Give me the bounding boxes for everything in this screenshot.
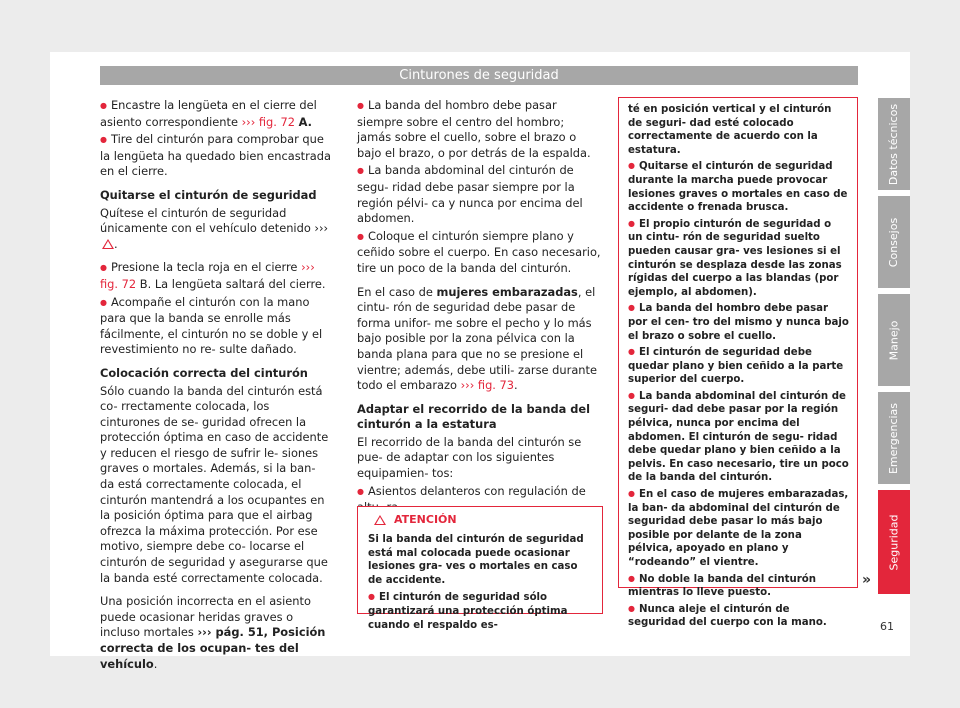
bullet-item: ● Acompañe el cinturón con la mano para que la banda se enrolle más fácilmente, el cinturón no se doble y el revestimiento no re- sulte dañado. [100, 295, 332, 358]
middle-column [357, 98, 601, 524]
warning-bullet: ● Quitarse el cinturón de seguridad durante la marcha puede provocar lesiones graves o mortales en caso de accidente o frenada brusca. [628, 160, 849, 214]
bullet-item: ● Coloque el cinturón siempre plano y ceñido sobre el cuerpo. En caso necesario, tire un poco de la banda del cinturón. [357, 229, 601, 277]
attention-bullet: ● El cinturón de seguridad sólo garantizará una protección óptima cuando el respaldo es- [368, 591, 592, 632]
tab-manejo[interactable]: Manejo [878, 294, 910, 386]
page-link[interactable]: ››› pág. 51, Posición correcta de los ocupan- tes del vehículo [100, 625, 326, 671]
subheading: Quitarse el cinturón de seguridad [100, 187, 317, 202]
attention-title: ATENCIÓN [394, 513, 457, 526]
paragraph: Una posición incorrecta en el asiento puede ocasionar heridas graves o incluso mortales ››› pág. 51, Posición correcta de los ocupan- tes del vehículo. [100, 594, 326, 671]
bullet-item: ● La banda abdominal del cinturón de segu- ridad debe pasar siempre por la región pélvi- ca y nunca por encima del abdomen. [357, 163, 601, 226]
paragraph: En el caso de mujeres embarazadas, el cintu- rón de seguridad debe pasar de forma unifor- me sobre el pecho y lo más bajo posible por la zona pélvica con la banda plana para que no se presione el vientre; además, debe utili- zarse durante todo el embarazo ››› fig. 73. [357, 284, 597, 393]
bullet-item: ● Encastre la lengüeta en el cierre del asiento correspondiente ››› fig. 72 A. [100, 98, 332, 130]
bullet-item: ● Tire del cinturón para comprobar que la lengüeta ha quedado bien encastrada en el cierre. [100, 132, 332, 180]
warning-icon [374, 515, 386, 525]
paragraph: Sólo cuando la banda del cinturón está co- rrectamente colocada, los cinturones de se- guridad ofrecen la protección óptima en caso de accidente y reducen el riesgo de sufrir le- siones graves o mortales. Además, si la ban- da está correctamente colocada, el cinturón mantendrá a los ocupantes en la posición óptima para que el airbag ofrezca la máxima protección. Por ese motivo, siempre debe co- locarse el cinturón de seguridad y asegurarse que la banda esté correctamente colocada. [100, 383, 329, 585]
attention-text: Si la banda del cinturón de seguridad está mal colocada puede ocasionar lesiones gra- ves o mortales en caso de accidente. [368, 534, 584, 586]
bullet-item: ● Asientos delanteros con regulación de [357, 484, 601, 516]
subheading: Adaptar el recorrido de la banda del cinturón a la estatura [357, 401, 591, 432]
warning-bullet: ● Nunca aleje el cinturón de seguridad del cuerpo con la mano. [628, 603, 849, 630]
warning-bullet: ● El propio cinturón de seguridad o un cintu- rón de seguridad suelto pueden causar gra- ves lesiones si el cinturón se desplaza desde las zonas rígidas del cuerpo a las blandas (por ejemplo, al abdomen). [628, 218, 849, 300]
attention-box [357, 506, 603, 631]
figure-link[interactable]: ››› fig. 72 [100, 260, 315, 291]
left-column [100, 98, 332, 680]
attention-header [358, 507, 602, 533]
section-header: Cinturones de seguridad [100, 66, 858, 85]
tab-seguridad[interactable]: Seguridad [878, 490, 910, 594]
figure-link[interactable]: ››› fig. 72 [241, 114, 296, 129]
warning-bullet: ● No doble la banda del cinturón mientras lo lleve puesto. [628, 573, 849, 600]
warning-icon [102, 239, 114, 249]
reference-arrow[interactable]: ››› [314, 221, 329, 236]
attention-body [358, 533, 602, 632]
bullet-item: ● Presione la tecla roja en el cierre ››› fig. 72 B. La lengüeta saltará del cierre. [100, 260, 332, 292]
page-number: 61 [880, 620, 894, 633]
warning-bullet: ● El cinturón de seguridad debe quedar plano y bien ceñido a la parte superior del cuerpo. [628, 346, 849, 387]
warning-continuation-box [618, 97, 858, 629]
tab-consejos[interactable]: Consejos [878, 196, 910, 288]
warning-text: té en posición vertical y el cinturón de seguri- dad esté colocado correctamente de acuerdo con la estatura. [628, 104, 832, 156]
paragraph: El recorrido de la banda del cinturón se pue- de adaptar con los siguientes equipamien- tos: [357, 434, 582, 481]
tab-emergencias[interactable]: Emergencias [878, 392, 910, 484]
subheading: Colocación correcta del cinturón [100, 365, 308, 380]
warning-bullet: ● La banda abdominal del cinturón de seguri- dad debe pasar por la región pélvica, nunca por encima del abdomen. El cinturón de segu- ridad debe quedar plano y bien ceñido a la pelvis. En caso necesario, tire un poco de la banda del cinturón. [628, 390, 849, 485]
paragraph: Quítese el cinturón de seguridad únicamente con el vehículo detenido ››› . [100, 205, 329, 251]
bullet-item: ● La banda del hombro debe pasar siempre sobre el centro del hombro; jamás sobre el cuello, sobre el brazo o bajo el brazo, o por detrás de la espalda. [357, 98, 601, 161]
tab-datos-tecnicos[interactable]: Datos técnicos [878, 98, 910, 190]
figure-link[interactable]: ››› fig. 73 [460, 378, 515, 393]
warning-bullet: ● La banda del hombro debe pasar por el cen- tro del mismo y nunca bajo el brazo o sobre el cuello. [628, 302, 849, 343]
continue-arrow-icon: » [862, 572, 872, 588]
warning-bullet: ● En el caso de mujeres embarazadas, la ban- da abdominal del cinturón de seguridad debe pasar lo más bajo posible por delante de la zona pélvica, apoyado en plano y “rodeando” el vientre. [628, 488, 849, 570]
